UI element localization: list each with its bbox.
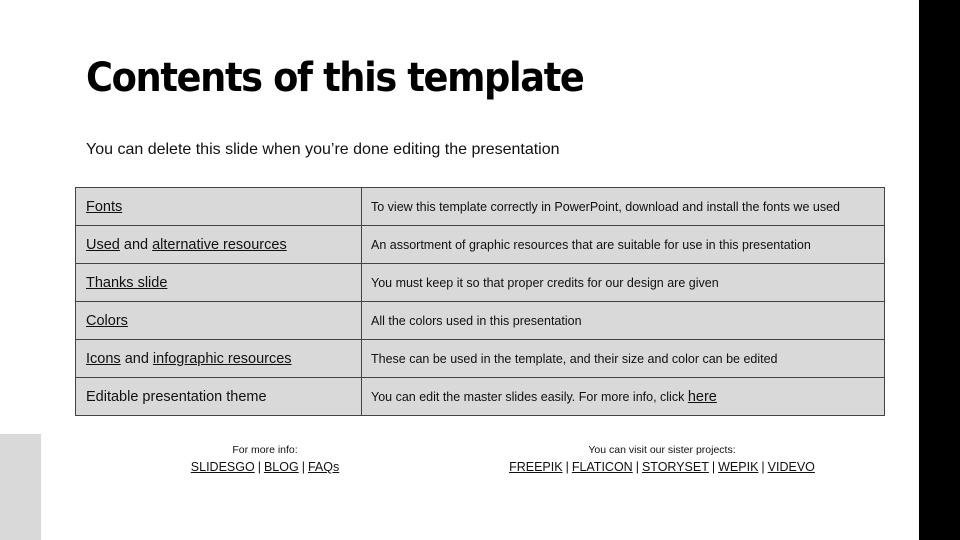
row-description-cell bbox=[362, 264, 885, 302]
resource-link[interactable]: alternative resources bbox=[152, 236, 287, 253]
cell-text: To view this template correctly in PowerPoint, download and install the fonts we used bbox=[371, 199, 840, 214]
resource-link[interactable]: Used bbox=[86, 236, 120, 253]
slide-subtitle: You can delete this slide when you’re done editing the presentation bbox=[86, 141, 560, 158]
cell-text: You must keep it so that proper credits for our design are given bbox=[371, 275, 719, 290]
wepik-link[interactable]: WEPIK bbox=[718, 460, 759, 474]
row-topic-cell bbox=[76, 188, 362, 226]
footer-sister-projects-label: You can visit our sister projects: bbox=[588, 444, 736, 456]
row-description-cell bbox=[362, 226, 885, 264]
faqs-link[interactable]: FAQs bbox=[307, 460, 340, 474]
table-row bbox=[76, 340, 885, 378]
table-row bbox=[76, 226, 885, 264]
cell-text: Editable presentation theme bbox=[86, 388, 267, 405]
resource-link[interactable]: here bbox=[687, 388, 717, 405]
cell-text: and bbox=[119, 236, 153, 253]
footer-sister-projects bbox=[482, 444, 842, 476]
row-description-cell bbox=[362, 340, 885, 378]
row-topic-cell bbox=[76, 378, 362, 416]
contents-table bbox=[75, 187, 885, 416]
cell-text: An assortment of graphic resources that are suitable for use in this presentation bbox=[371, 237, 811, 252]
row-topic-cell bbox=[76, 226, 362, 264]
table-row bbox=[76, 264, 885, 302]
resource-link[interactable]: Fonts bbox=[86, 198, 123, 215]
cell-text: and bbox=[120, 350, 153, 367]
row-topic-cell bbox=[76, 340, 362, 378]
row-description-cell bbox=[362, 378, 885, 416]
table-row bbox=[76, 302, 885, 340]
row-description-cell bbox=[362, 302, 885, 340]
row-description-cell bbox=[362, 188, 885, 226]
row-topic-cell bbox=[76, 264, 362, 302]
freepik-link[interactable]: FREEPIK bbox=[509, 460, 563, 474]
blog-link[interactable]: BLOG bbox=[263, 460, 299, 474]
footer-more-info-label: For more info: bbox=[232, 444, 298, 456]
row-topic-cell bbox=[76, 302, 362, 340]
slide-title: Contents of this template bbox=[86, 55, 584, 101]
cell-text: You can edit the master slides easily. For more info, click bbox=[371, 389, 688, 404]
resource-link[interactable]: Icons bbox=[86, 350, 121, 367]
footer-more-info-links: SLIDESGO | BLOG | FAQs bbox=[190, 460, 340, 474]
cell-text: These can be used in the template, and their size and color can be edited bbox=[371, 351, 778, 366]
flaticon-link[interactable]: FLATICON bbox=[571, 460, 633, 474]
resource-link[interactable]: Colors bbox=[86, 312, 128, 329]
resource-link[interactable]: infographic resources bbox=[152, 350, 292, 367]
footer-more-info bbox=[165, 444, 365, 476]
footer-sister-projects-links: FREEPIK | FLATICON | STORYSET | WEPIK | VIDEVO bbox=[509, 460, 815, 474]
videvo-link[interactable]: VIDEVO bbox=[767, 460, 815, 474]
storyset-link[interactable]: STORYSET bbox=[641, 460, 709, 474]
left-gray-block bbox=[0, 434, 41, 540]
slidesgo-link[interactable]: SLIDESGO bbox=[190, 460, 255, 474]
right-black-bar bbox=[919, 0, 960, 540]
cell-text: All the colors used in this presentation bbox=[371, 313, 582, 328]
table-row bbox=[76, 378, 885, 416]
table-row bbox=[76, 188, 885, 226]
resource-link[interactable]: Thanks slide bbox=[86, 274, 168, 291]
